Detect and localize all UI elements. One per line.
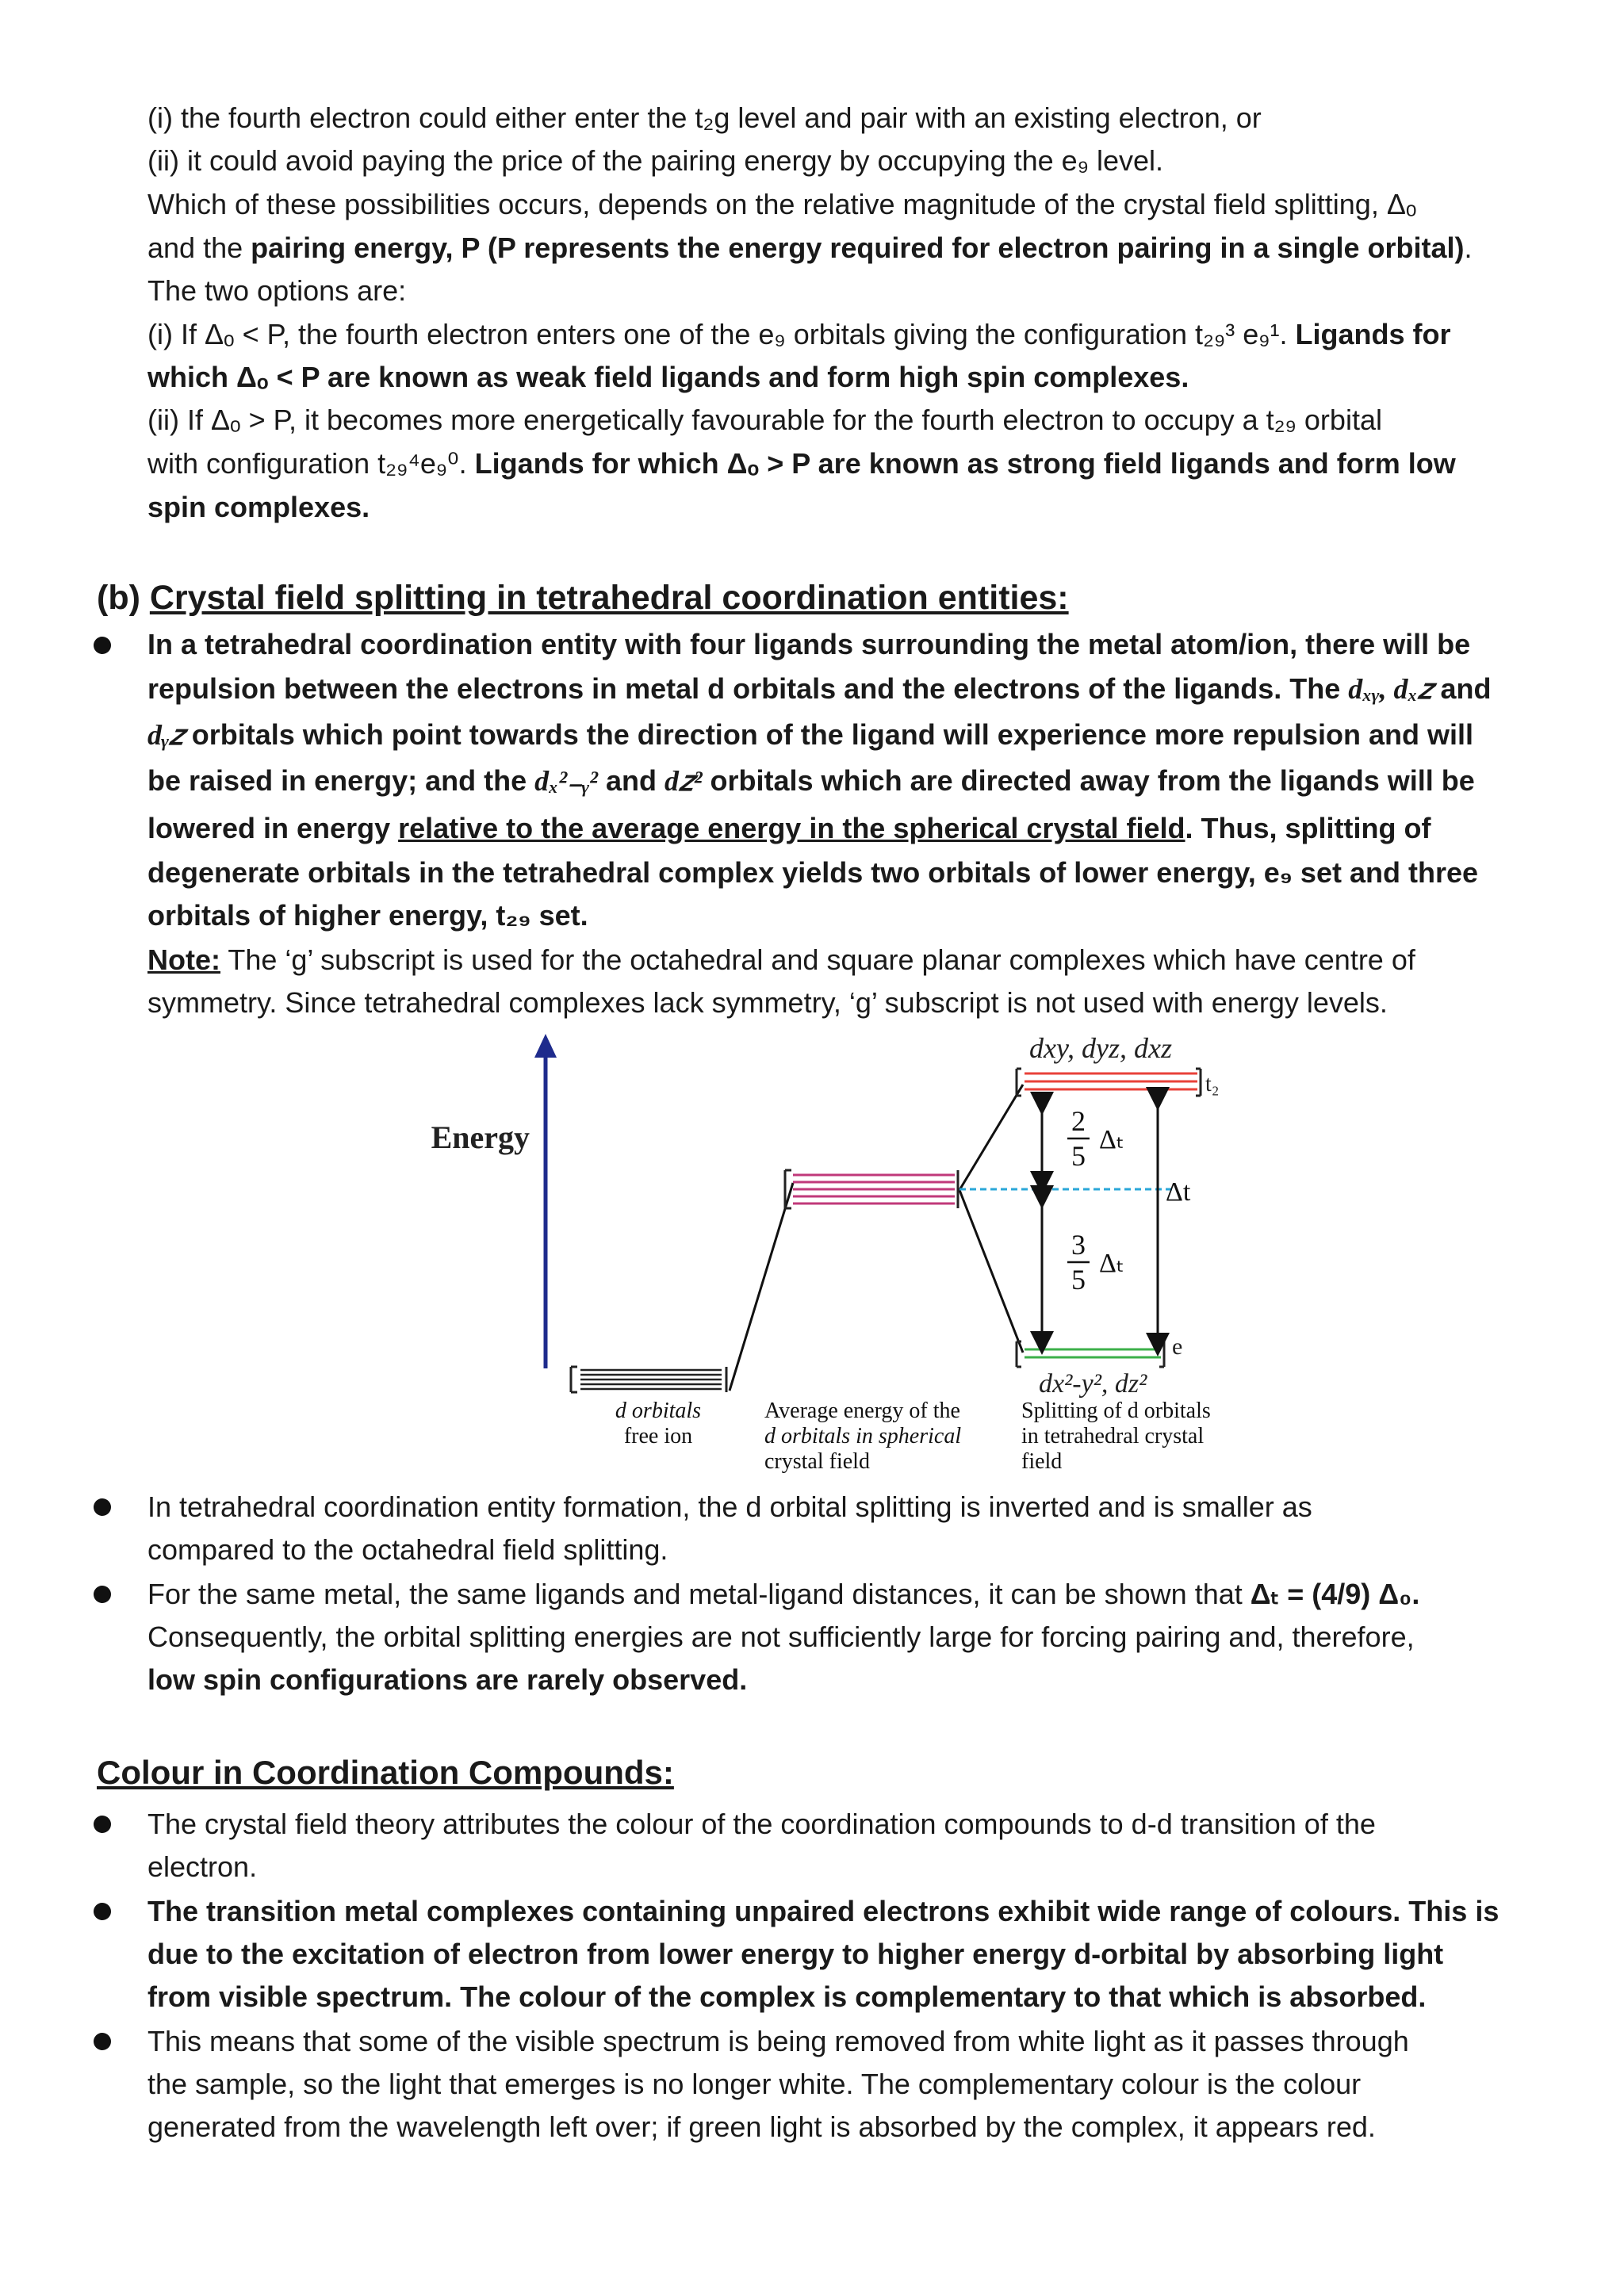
energy-label: Energy bbox=[431, 1119, 530, 1155]
two-fifths-numerator: 2 bbox=[1071, 1105, 1086, 1137]
spherical-field-levels bbox=[785, 1170, 958, 1208]
colour-bullet-1-line-2: electron. bbox=[147, 1850, 258, 1883]
colour-bullet-2-line-2: due to the excitation of electron from lower energy to higher energy d-orbital by absorbing light bbox=[147, 1938, 1444, 1970]
note-label: Note: bbox=[147, 943, 220, 976]
math-dx2y2: dₓ²₋ᵧ² bbox=[534, 765, 598, 797]
delta-t-label: Δt bbox=[1166, 1177, 1191, 1207]
section-b-line-5 bbox=[147, 807, 1431, 850]
delta-t-small-upper: Δₜ bbox=[1099, 1125, 1124, 1154]
note-text: The ‘g’ subscript is used for the octahedral and square planar complexes which have centre of bbox=[220, 943, 1415, 976]
bullet-marker bbox=[94, 1498, 111, 1516]
intro-line-5: The two options are: bbox=[147, 274, 407, 307]
bullet-marker bbox=[94, 2033, 111, 2050]
bullet-marker bbox=[94, 1903, 111, 1920]
underlined-phrase: relative to the average energy in the spherical crystal field bbox=[398, 812, 1185, 844]
section-b-text: . Thus, splitting of bbox=[1185, 812, 1431, 844]
section-b-text: orbitals which are directed away from the ligands will be bbox=[702, 764, 1475, 797]
t2-levels bbox=[1017, 1069, 1201, 1096]
after-bullet-1-line-2: compared to the octahedral field splitting. bbox=[147, 1533, 668, 1566]
colour-bullet-1-line-1: The crystal field theory attributes the colour of the coordination compounds to d-d transition of the bbox=[147, 1808, 1376, 1840]
section-b-line-3 bbox=[147, 714, 1473, 756]
connector-line bbox=[959, 1190, 1023, 1353]
delta-t-small-lower: Δₜ bbox=[1099, 1249, 1124, 1278]
intro-text: (i) If Δₒ < P, the fourth electron enters one of the e₉ orbitals giving the configuration t₂₉³ e₉¹. bbox=[147, 318, 1296, 350]
section-b-line-4 bbox=[147, 760, 1475, 802]
intro-text: and the bbox=[147, 232, 251, 264]
colour-title: Colour in Coordination Compounds: bbox=[97, 1754, 674, 1791]
section-b-label: (b) bbox=[97, 579, 140, 617]
e-levels bbox=[1017, 1341, 1164, 1367]
connector-line bbox=[730, 1183, 793, 1391]
section-b-text: be raised in energy; and the bbox=[147, 764, 535, 797]
crystal-field-splitting-diagram bbox=[412, 1027, 1253, 1487]
math-dxz: dₓ𝑧 bbox=[1393, 673, 1433, 705]
colour-bullet-3-line-2: the sample, so the light that emerges is no longer white. The complementary colour is the colour bbox=[147, 2068, 1362, 2100]
t2-label: t₂ bbox=[1205, 1072, 1220, 1096]
section-b-text: and bbox=[1432, 672, 1492, 705]
intro-line-4 bbox=[147, 227, 1473, 270]
two-fifths-denominator: 5 bbox=[1071, 1140, 1086, 1172]
section-b-text: lowered in energy bbox=[147, 812, 399, 844]
intro-bold-text: Ligands for bbox=[1295, 318, 1451, 350]
note-line-2: symmetry. Since tetrahedral complexes lack symmetry, ‘g’ subscript is not used with energy levels. bbox=[147, 986, 1388, 1019]
intro-bold-text: Ligands for which Δₒ > P are known as strong field ligands and form low bbox=[474, 447, 1456, 480]
section-b-line-2 bbox=[147, 668, 1492, 710]
three-fifths-denominator: 5 bbox=[1071, 1264, 1086, 1295]
colour-bullet-3-line-3: generated from the wavelength left over; if green light is absorbed by the complex, it appears red. bbox=[147, 2110, 1376, 2143]
pairing-energy-definition: pairing energy, P (P represents the energy required for electron pairing in a single orbital) bbox=[251, 232, 1465, 264]
caption-spherical-line-2: d orbitals in spherical bbox=[764, 1424, 962, 1448]
after-text: For the same metal, the same ligands and metal-ligand distances, it can be shown that bbox=[147, 1578, 1251, 1610]
intro-line-10: spin complexes. bbox=[147, 491, 370, 523]
bullet-marker bbox=[94, 1816, 111, 1833]
top-orbitals-label: dxy, dyz, dxz bbox=[1029, 1032, 1172, 1064]
caption-free-ion-line-1: d orbitals bbox=[615, 1399, 702, 1423]
colour-bullet-2-line-3: from visible spectrum. The colour of the complex is complementary to that which is absorbed. bbox=[147, 1980, 1427, 2013]
caption-spherical-line-1: Average energy of the bbox=[764, 1399, 960, 1423]
bullet-marker bbox=[94, 1586, 111, 1603]
intro-text: with configuration t₂₉⁴e₉⁰. bbox=[147, 447, 475, 480]
section-b-text: and bbox=[597, 764, 665, 797]
section-b-heading bbox=[97, 574, 1069, 622]
connector-line bbox=[959, 1085, 1023, 1190]
three-fifths-numerator: 3 bbox=[1071, 1229, 1086, 1261]
note-line-1 bbox=[147, 939, 1415, 982]
section-b-line-7: orbitals of higher energy, t₂₉ set. bbox=[147, 899, 588, 932]
intro-line-2: (ii) it could avoid paying the price of the pairing energy by occupying the e₉ level. bbox=[147, 144, 1164, 177]
intro-line-7: which Δₒ < P are known as weak field ligands and form high spin complexes. bbox=[147, 361, 1189, 393]
section-b-title: Crystal field splitting in tetrahedral coordination entities: bbox=[149, 579, 1069, 617]
intro-line-9 bbox=[147, 442, 1456, 485]
caption-tetrahedral-line-2: in tetrahedral crystal bbox=[1021, 1424, 1205, 1448]
math-separator: , bbox=[1379, 673, 1394, 705]
after-bullet-1-line-1: In tetrahedral coordination entity formation, the d orbital splitting is inverted and is smaller as bbox=[147, 1490, 1312, 1523]
caption-free-ion-line-2: free ion bbox=[623, 1424, 693, 1448]
energy-axis-arrowhead-icon bbox=[534, 1034, 557, 1058]
bullet-marker bbox=[94, 637, 111, 654]
intro-line-3: Which of these possibilities occurs, depends on the relative magnitude of the crystal field splitting, Δₒ bbox=[147, 188, 1417, 220]
caption-spherical-line-3: crystal field bbox=[764, 1449, 870, 1474]
after-bullet-2-line-3: low spin configurations are rarely observed. bbox=[147, 1663, 748, 1696]
section-b-line-1: In a tetrahedral coordination entity with four ligands surrounding the metal atom/ion, there will be bbox=[147, 628, 1471, 660]
colour-heading bbox=[97, 1749, 674, 1797]
section-b-line-6: degenerate orbitals in the tetrahedral complex yields two orbitals of lower energy, e₉ set and three bbox=[147, 856, 1478, 889]
math-dxy: dₓᵧ bbox=[1348, 673, 1380, 705]
intro-line-1: (i) the fourth electron could either enter the t₂g level and pair with an existing electron, or bbox=[147, 101, 1262, 134]
free-ion-levels bbox=[571, 1367, 726, 1392]
e-label: e bbox=[1172, 1334, 1183, 1360]
delta-relation: Δₜ = (4/9) Δ₀. bbox=[1250, 1578, 1420, 1610]
intro-line-6 bbox=[147, 313, 1451, 356]
section-b-text: repulsion between the electrons in metal d orbitals and the electrons of the ligands. The bbox=[147, 672, 1349, 705]
intro-text: . bbox=[1464, 232, 1473, 264]
intro-line-8: (ii) If Δₒ > P, it becomes more energetically favourable for the fourth electron to occupy a t₂₉ orbital bbox=[147, 404, 1382, 436]
caption-tetrahedral-line-3: field bbox=[1021, 1449, 1063, 1474]
math-dyz: dᵧ𝑧 bbox=[147, 719, 184, 751]
after-bullet-2-line-1 bbox=[147, 1573, 1419, 1616]
colour-bullet-2-line-1: The transition metal complexes containing unpaired electrons exhibit wide range of colours. This is bbox=[147, 1895, 1500, 1927]
section-b-text: orbitals which point towards the direction of the ligand will experience more repulsion and will bbox=[183, 718, 1473, 751]
caption-tetrahedral-line-1: Splitting of d orbitals bbox=[1021, 1399, 1211, 1423]
bottom-orbitals-label: dx²-y², dz² bbox=[1039, 1369, 1147, 1399]
after-bullet-2-line-2: Consequently, the orbital splitting energies are not sufficiently large for forcing pairing and, therefore, bbox=[147, 1621, 1415, 1653]
math-dz2: d𝑧² bbox=[664, 765, 703, 797]
colour-bullet-3-line-1: This means that some of the visible spectrum is being removed from white light as it passes through bbox=[147, 2025, 1409, 2057]
